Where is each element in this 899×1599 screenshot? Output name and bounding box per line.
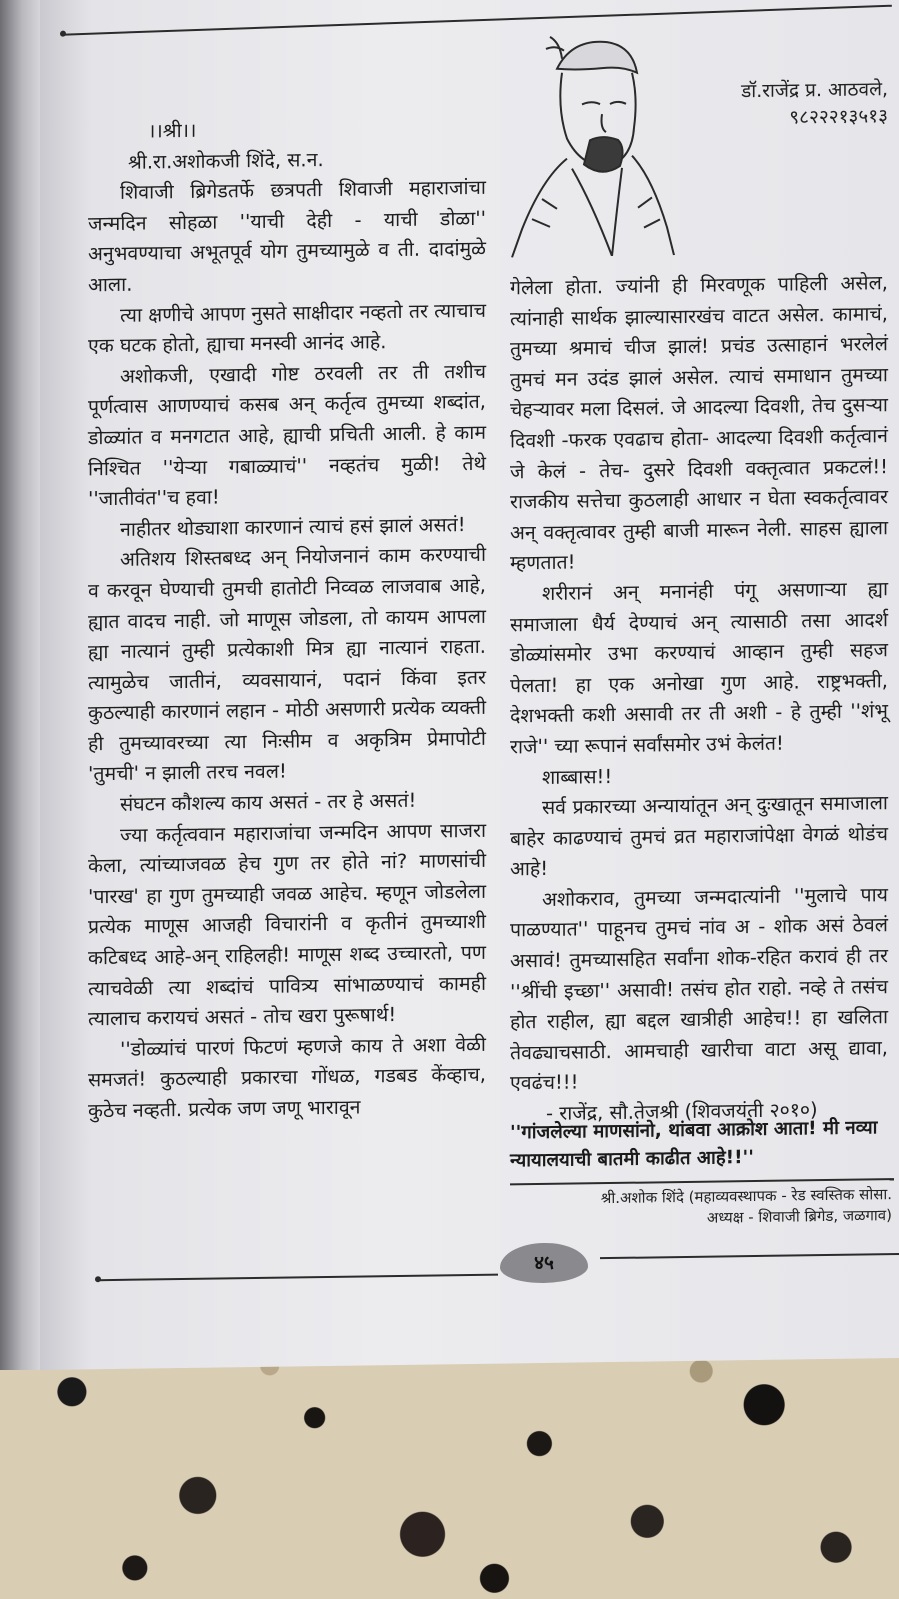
pull-quote: ''गांजलेल्या माणसांनो, थांबवा आक्रोश आता! मी नव्या न्यायालयाची बातमी काढीत आहे!!'' <box>510 1117 878 1172</box>
signature-block <box>510 1184 892 1231</box>
paragraph: अशोकराव, तुमच्या जन्मदात्यांनी ''मुलाचे पाय पाळण्यात'' पाहूनच तुमचं नांव अ - शोक असं ठेवलं असावं! तुमच्यासहित सर्वांना शोक-रहित करावं ही तर ''श्रींची इच्छा'' असावी! तसंच होत राहो. नव्हे ते तसंच होत राहील, ह्या बद्दल खात्रीही आहेच!! हा खलिता तेवढ्याचसाठी. आमचाही खारीचा वाटा असू द्यावा, एवढंच!!! <box>510 883 888 1095</box>
salutation: श्री.रा.अशोकजी शिंदे, स.न. <box>128 147 324 174</box>
paragraph: शिवाजी ब्रिगेडतर्फे छत्रपती शिवाजी महाराजांचा जन्मदिन सोहळा ''याची देही - याची डोळा'' अनुभवण्याचा अभूतपूर्व योग तुमच्यामुळे व ती. दादांमुळे आला. <box>88 175 486 297</box>
author-block <box>700 76 888 133</box>
footer-rule <box>600 1253 899 1259</box>
page-number: ४५ <box>500 1242 588 1283</box>
rule-dot <box>60 31 66 37</box>
paragraph: सर्व प्रकारच्या अन्यायांतून अन् दुःखातून समाजाला बाहेर काढण्याचं तुमचं व्रत महाराजांपेक्षा वेगळं थोडंच आहे! <box>510 791 888 881</box>
paragraph: गेलेला होता. ज्यांनी ही मिरवणूक पाहिली असेल, त्यांनाही सार्थक झाल्यासारखंच वाटत असेल. कामाचं, तुमच्या श्रमाचं चीज झालं! प्रचंड उत्साहानं भरलेलं तुमचं मन उदंड झालं असेल. त्याचं समाधान तुमच्या चेहऱ्यावर मला दिसलं. जे आदल्या दिवशी, तेच दुसऱ्या दिवशी -फरक एवढाच होता- आदल्या दिवशी कर्तृत्वानं जे केलं - तेच- दुसरे दिवशी वक्तृत्वात प्रकटलं!! राजकीय सत्तेचा कुठलाही आधार न घेता स्वकर्तृत्वावर अन् वक्तृत्वावर तुम्ही बाजी मारून नेली. साहस ह्याला म्हणतात! <box>510 271 888 575</box>
signature-line: श्री.अशोक शिंदे (महाव्यवस्थापक - रेड स्वस्तिक सोसा. <box>600 1185 892 1208</box>
rule-dot <box>95 1276 101 1282</box>
right-column <box>510 268 888 1130</box>
magazine-page <box>40 0 899 1370</box>
book-spine <box>0 0 40 1370</box>
paragraph: अशोकजी, एखादी गोष्ट ठरवली तर ती तशीच पूर्णत्वास आणण्याचं कसब अन् कर्तृत्व तुमच्या शब्दांत, डोळ्यांत व मनगटात आहे, ह्याची प्रचिती आली. हे काम निश्चित ''येऱ्या गबाळ्याचं'' नव्हतंच मुळी! तेथे ''जातीवंत''च हवा! <box>88 359 486 511</box>
paragraph: अतिशय शिस्तबध्द अन् नियोजनानं काम करण्याची व करवून घेण्याची तुमची हातोटी निव्वळ लाजवाब आहे, ह्यात वादच नाही. जो माणूस जोडला, तो कायम आपला ह्या नात्यानं तुम्ही प्रत्येकाशी मित्र ह्या नात्यानं राहता. त्यामुळेच जातीनं, व्यवसायानं, पदानं किंवा इतर कुठल्याही कारणानं लहान - मोठी असणारी प्रत्येक व्यक्ती ही तुमच्यावरच्या त्या निःसीम व अकृत्रिम प्रेमापोटी 'तुमची' न झाली तरच नवल! <box>88 543 486 786</box>
portrait-sketch-icon <box>502 27 677 257</box>
author-name: डॉ.राजेंद्र प्र. आठवले, <box>741 78 888 103</box>
paragraph: संघटन कौशल्य काय असतं - तर हे असतं! <box>120 788 417 816</box>
paragraph: ''डोळ्यांचं पारणं फिटणं म्हणजे काय ते अशा वेळी समजतं! कुठल्याही प्रकारचा गोंधळ, गडबड केंव्हाच, कुठेच नव्हती. प्रत्येक जण जणू भारावून <box>88 1032 486 1123</box>
top-rule <box>62 5 892 36</box>
footer-rule <box>98 1274 498 1282</box>
invocation: ।।श्री।। <box>148 118 197 143</box>
author-phone: ९८२२२१३५१३ <box>789 105 888 129</box>
letter-closing: - राजेंद्र, सौ.तेजश्री (शिवजयंती २०१०) <box>546 1098 818 1125</box>
left-column <box>88 112 486 1127</box>
paragraph: ज्या कर्तृत्ववान महाराजांचा जन्मदिन आपण साजरा केला, त्यांच्याजवळ हेच गुण तर होते नां? माणसांची 'पारख' हा गुण तुमच्याही जवळ आहेच. म्हणून जोडलेला प्रत्येक माणूस आजही विचारांनी व कृतीनं तुमच्याशी कटिबध्द आहे-अन् राहिलही! माणूस शब्द उच्चारतो, पण त्याचवेळी त्या शब्दांचं पावित्र्य सांभाळण्याचं कामही त्यालाच करायचं असतं - तोच खरा पुरूषार्थ! <box>88 818 486 1031</box>
paragraph: त्या क्षणीचे आपण नुसते साक्षीदार नव्हतो तर त्याचाच एक घटक होतो, ह्याचा मनस्वी आनंद आहे. <box>88 298 486 358</box>
paragraph: नाहीतर थोड्याशा कारणानं त्याचं हसं झालं असतं! <box>120 512 466 541</box>
terrazzo-floor <box>0 1340 899 1599</box>
paragraph: शाब्बास!! <box>542 764 613 789</box>
signature-line: अध्यक्ष - शिवाजी ब्रिगेड, जळगाव) <box>706 1206 892 1227</box>
paragraph: शरीरानं अन् मनानंही पंगू असणाऱ्या ह्या समाजाला धैर्य देण्याचं अन् त्यासाठी तसा आदर्श डोळ्यांसमोर उभा करण्याचं आव्हान तुम्ही सहज पेलता! हा एक अनोखा गुण आहे. राष्ट्रभक्ती, देशभक्ती कशी असावी तर ती अशी - हे तुम्ही ''शंभू राजे'' च्या रूपानं सर्वांसमोर उभं केलंत! <box>510 577 888 759</box>
